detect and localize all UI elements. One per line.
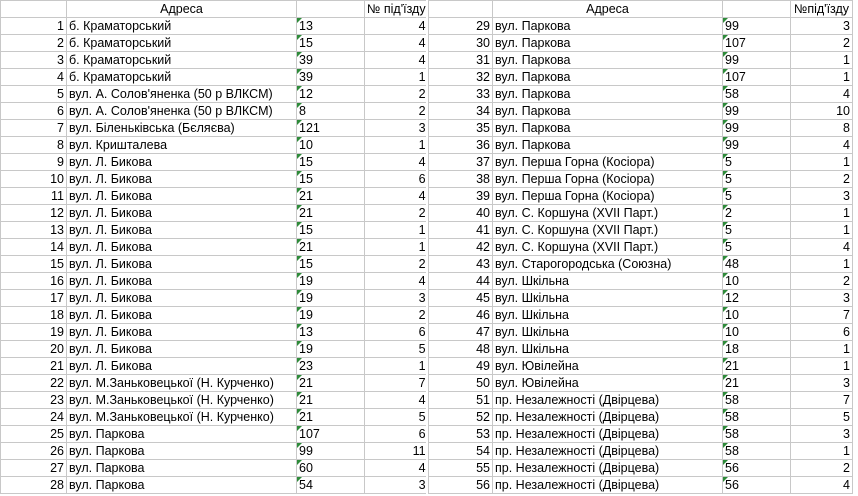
building-cell[interactable]: 99 <box>723 103 791 120</box>
street-cell[interactable]: вул. М.Заньковецької (Н. Курченко) <box>67 375 297 392</box>
row-number-cell[interactable]: 42 <box>429 239 493 256</box>
entrance-cell[interactable]: 4 <box>365 154 429 171</box>
table-row <box>1 18 429 35</box>
table-row <box>1 256 429 273</box>
header-cell-blank[interactable] <box>429 1 493 18</box>
street-cell[interactable]: пр. Незалежності (Двірцева) <box>493 443 723 460</box>
building-cell[interactable]: 58 <box>723 392 791 409</box>
entrance-cell[interactable]: 3 <box>791 375 853 392</box>
street-cell[interactable]: б. Краматорський <box>67 18 297 35</box>
building-cell[interactable]: 19 <box>297 307 365 324</box>
table-row <box>429 69 853 86</box>
building-cell[interactable]: 12 <box>723 290 791 307</box>
building-cell[interactable]: 21 <box>297 239 365 256</box>
street-cell[interactable]: вул. Л. Бикова <box>67 324 297 341</box>
entrance-cell[interactable]: 4 <box>791 239 853 256</box>
row-number-cell[interactable]: 40 <box>429 205 493 222</box>
building-cell[interactable]: 60 <box>297 460 365 477</box>
street-cell[interactable]: вул. Л. Бикова <box>67 256 297 273</box>
header-address[interactable]: Адреса <box>493 1 723 18</box>
street-cell[interactable]: вул. Паркова <box>493 52 723 69</box>
table-row <box>429 222 853 239</box>
building-cell[interactable]: 39 <box>297 69 365 86</box>
row-number-cell[interactable]: 14 <box>1 239 67 256</box>
header-entrance[interactable]: №під'їзду <box>791 1 853 18</box>
entrance-cell[interactable]: 5 <box>791 409 853 426</box>
entrance-cell[interactable]: 1 <box>365 358 429 375</box>
entrance-cell[interactable]: 8 <box>791 120 853 137</box>
building-cell[interactable]: 58 <box>723 443 791 460</box>
row-number-cell[interactable]: 10 <box>1 171 67 188</box>
table-row <box>1 222 429 239</box>
row-number-cell[interactable]: 29 <box>429 18 493 35</box>
building-cell[interactable]: 5 <box>723 154 791 171</box>
building-cell[interactable]: 121 <box>297 120 365 137</box>
table-row <box>429 256 853 273</box>
entrance-cell[interactable]: 1 <box>791 443 853 460</box>
building-cell[interactable]: 99 <box>723 120 791 137</box>
street-cell[interactable]: пр. Незалежності (Двірцева) <box>493 426 723 443</box>
table-row <box>1 341 429 358</box>
street-cell[interactable]: вул. М.Заньковецької (Н. Курченко) <box>67 392 297 409</box>
street-cell[interactable]: вул. Паркова <box>493 86 723 103</box>
entrance-cell[interactable]: 2 <box>365 103 429 120</box>
row-number-cell[interactable]: 48 <box>429 341 493 358</box>
entrance-cell[interactable]: 3 <box>365 290 429 307</box>
street-cell[interactable]: вул. Шкільна <box>493 324 723 341</box>
entrance-cell[interactable]: 2 <box>365 86 429 103</box>
header-address[interactable]: Адреса <box>67 1 297 18</box>
entrance-cell[interactable]: 4 <box>365 18 429 35</box>
entrance-cell[interactable]: 1 <box>791 52 853 69</box>
table-row <box>1 358 429 375</box>
row-number-cell[interactable]: 31 <box>429 52 493 69</box>
building-cell[interactable]: 99 <box>723 18 791 35</box>
street-cell[interactable]: вул. Л. Бикова <box>67 307 297 324</box>
entrance-cell[interactable]: 1 <box>791 154 853 171</box>
row-number-cell[interactable]: 24 <box>1 409 67 426</box>
row-number-cell[interactable]: 21 <box>1 358 67 375</box>
table-row <box>1 290 429 307</box>
entrance-cell[interactable]: 4 <box>365 52 429 69</box>
building-cell[interactable]: 5 <box>723 222 791 239</box>
building-cell[interactable]: 99 <box>723 52 791 69</box>
building-cell[interactable]: 21 <box>297 375 365 392</box>
building-cell[interactable]: 15 <box>297 256 365 273</box>
building-cell[interactable]: 21 <box>723 358 791 375</box>
table-row <box>1 426 429 443</box>
table-row <box>429 103 853 120</box>
table-row <box>429 239 853 256</box>
building-cell[interactable]: 23 <box>297 358 365 375</box>
row-number-cell[interactable]: 12 <box>1 205 67 222</box>
entrance-cell[interactable]: 3 <box>365 120 429 137</box>
row-number-cell[interactable]: 34 <box>429 103 493 120</box>
entrance-cell[interactable]: 7 <box>791 307 853 324</box>
row-number-cell[interactable]: 38 <box>429 171 493 188</box>
street-cell[interactable]: вул. Л. Бикова <box>67 171 297 188</box>
header-row <box>429 1 853 18</box>
table-row <box>429 324 853 341</box>
row-number-cell[interactable]: 45 <box>429 290 493 307</box>
header-entrance[interactable]: № під'їзду <box>365 1 429 18</box>
entrance-cell[interactable]: 6 <box>365 324 429 341</box>
table-row <box>1 120 429 137</box>
table-row <box>1 409 429 426</box>
row-number-cell[interactable]: 3 <box>1 52 67 69</box>
row-number-cell[interactable]: 54 <box>429 443 493 460</box>
table-row <box>429 460 853 477</box>
street-cell[interactable]: вул. Шкільна <box>493 290 723 307</box>
building-cell[interactable]: 10 <box>723 307 791 324</box>
entrance-cell[interactable]: 4 <box>365 392 429 409</box>
row-number-cell[interactable]: 5 <box>1 86 67 103</box>
row-number-cell[interactable]: 43 <box>429 256 493 273</box>
table-row <box>429 86 853 103</box>
table-row <box>429 307 853 324</box>
row-number-cell[interactable]: 30 <box>429 35 493 52</box>
street-cell[interactable]: вул. Паркова <box>67 426 297 443</box>
row-number-cell[interactable]: 51 <box>429 392 493 409</box>
table-row <box>429 120 853 137</box>
building-cell[interactable]: 5 <box>723 188 791 205</box>
row-number-cell[interactable]: 53 <box>429 426 493 443</box>
entrance-cell[interactable]: 3 <box>791 18 853 35</box>
building-cell[interactable]: 56 <box>723 477 791 494</box>
street-cell[interactable]: вул. А. Солов'яненка (50 р ВЛКСМ) <box>67 103 297 120</box>
building-cell[interactable]: 99 <box>297 443 365 460</box>
street-cell[interactable]: вул. Ювілейна <box>493 358 723 375</box>
building-cell[interactable]: 13 <box>297 324 365 341</box>
building-cell[interactable]: 2 <box>723 205 791 222</box>
building-cell[interactable]: 107 <box>723 69 791 86</box>
building-cell[interactable]: 54 <box>297 477 365 494</box>
entrance-cell[interactable]: 1 <box>365 239 429 256</box>
entrance-cell[interactable]: 2 <box>791 171 853 188</box>
row-number-cell[interactable]: 23 <box>1 392 67 409</box>
street-cell[interactable]: вул. Ювілейна <box>493 375 723 392</box>
street-cell[interactable]: вул. Л. Бикова <box>67 205 297 222</box>
entrance-cell[interactable]: 4 <box>365 35 429 52</box>
entrance-cell[interactable]: 6 <box>365 426 429 443</box>
entrance-cell[interactable]: 6 <box>791 324 853 341</box>
entrance-cell[interactable]: 3 <box>791 426 853 443</box>
street-cell[interactable]: вул. Шкільна <box>493 273 723 290</box>
street-cell[interactable]: вул. Л. Бикова <box>67 358 297 375</box>
entrance-cell[interactable]: 7 <box>791 392 853 409</box>
entrance-cell[interactable]: 4 <box>365 273 429 290</box>
row-number-cell[interactable]: 19 <box>1 324 67 341</box>
entrance-cell[interactable]: 2 <box>791 35 853 52</box>
street-cell[interactable]: вул. Л. Бикова <box>67 154 297 171</box>
row-number-cell[interactable]: 32 <box>429 69 493 86</box>
building-cell[interactable]: 12 <box>297 86 365 103</box>
table-row <box>429 409 853 426</box>
row-number-cell[interactable]: 13 <box>1 222 67 239</box>
table-row <box>1 35 429 52</box>
row-number-cell[interactable]: 55 <box>429 460 493 477</box>
building-cell[interactable]: 19 <box>297 273 365 290</box>
row-number-cell[interactable]: 50 <box>429 375 493 392</box>
street-cell[interactable]: пр. Незалежності (Двірцева) <box>493 477 723 494</box>
row-number-cell[interactable]: 2 <box>1 35 67 52</box>
entrance-cell[interactable]: 3 <box>365 477 429 494</box>
row-number-cell[interactable]: 4 <box>1 69 67 86</box>
entrance-cell[interactable]: 6 <box>365 171 429 188</box>
row-number-cell[interactable]: 1 <box>1 18 67 35</box>
building-cell[interactable]: 10 <box>723 273 791 290</box>
street-cell[interactable]: вул. Паркова <box>493 69 723 86</box>
row-number-cell[interactable]: 15 <box>1 256 67 273</box>
street-cell[interactable]: вул. Перша Горна (Косіора) <box>493 154 723 171</box>
row-number-cell[interactable]: 22 <box>1 375 67 392</box>
street-cell[interactable]: вул. Паркова <box>493 18 723 35</box>
building-cell[interactable]: 8 <box>297 103 365 120</box>
street-cell[interactable]: вул. Шкільна <box>493 307 723 324</box>
row-number-cell[interactable]: 33 <box>429 86 493 103</box>
street-cell[interactable]: вул. А. Солов'яненка (50 р ВЛКСМ) <box>67 86 297 103</box>
table-row <box>429 426 853 443</box>
table-row <box>1 52 429 69</box>
table-row <box>1 239 429 256</box>
row-number-cell[interactable]: 46 <box>429 307 493 324</box>
row-number-cell[interactable]: 44 <box>429 273 493 290</box>
building-cell[interactable]: 58 <box>723 86 791 103</box>
street-cell[interactable]: вул. Паркова <box>493 137 723 154</box>
table-row <box>1 392 429 409</box>
table-row <box>1 443 429 460</box>
header-cell-blank[interactable] <box>297 1 365 18</box>
building-cell[interactable]: 5 <box>723 239 791 256</box>
entrance-cell[interactable]: 4 <box>791 137 853 154</box>
building-cell[interactable]: 21 <box>297 392 365 409</box>
street-cell[interactable]: вул. Л. Бикова <box>67 239 297 256</box>
street-cell[interactable]: вул. Паркова <box>493 120 723 137</box>
street-cell[interactable]: вул. Шкільна <box>493 341 723 358</box>
building-cell[interactable]: 58 <box>723 426 791 443</box>
address-table-right <box>428 0 853 494</box>
table-row <box>429 205 853 222</box>
street-cell[interactable]: пр. Незалежності (Двірцева) <box>493 409 723 426</box>
table-row <box>1 324 429 341</box>
building-cell[interactable]: 19 <box>297 290 365 307</box>
row-number-cell[interactable]: 47 <box>429 324 493 341</box>
street-cell[interactable]: вул. Перша Горна (Косіора) <box>493 188 723 205</box>
table-row <box>1 171 429 188</box>
entrance-cell[interactable]: 5 <box>365 409 429 426</box>
table-row <box>429 290 853 307</box>
row-number-cell[interactable]: 39 <box>429 188 493 205</box>
row-number-cell[interactable]: 16 <box>1 273 67 290</box>
street-cell[interactable]: б. Краматорський <box>67 52 297 69</box>
building-cell[interactable]: 56 <box>723 460 791 477</box>
row-number-cell[interactable]: 26 <box>1 443 67 460</box>
building-cell[interactable]: 48 <box>723 256 791 273</box>
building-cell[interactable]: 15 <box>297 222 365 239</box>
row-number-cell[interactable]: 18 <box>1 307 67 324</box>
building-cell[interactable]: 13 <box>297 18 365 35</box>
table-row <box>1 188 429 205</box>
street-cell[interactable]: б. Краматорський <box>67 69 297 86</box>
row-number-cell[interactable]: 49 <box>429 358 493 375</box>
building-cell[interactable]: 18 <box>723 341 791 358</box>
street-cell[interactable]: вул. С. Коршуна (XVII Парт.) <box>493 222 723 239</box>
table-row <box>429 137 853 154</box>
entrance-cell[interactable]: 1 <box>791 222 853 239</box>
building-cell[interactable]: 21 <box>297 205 365 222</box>
building-cell[interactable]: 39 <box>297 52 365 69</box>
row-number-cell[interactable]: 28 <box>1 477 67 494</box>
table-row <box>429 52 853 69</box>
street-cell[interactable]: вул. Паркова <box>67 460 297 477</box>
entrance-cell[interactable]: 11 <box>365 443 429 460</box>
entrance-cell[interactable]: 3 <box>791 290 853 307</box>
entrance-cell[interactable]: 3 <box>791 188 853 205</box>
building-cell[interactable]: 15 <box>297 171 365 188</box>
street-cell[interactable]: вул. Паркова <box>67 477 297 494</box>
entrance-cell[interactable]: 4 <box>365 460 429 477</box>
row-number-cell[interactable]: 25 <box>1 426 67 443</box>
street-cell[interactable]: вул. Біленьківська (Бєляєва) <box>67 120 297 137</box>
table-row <box>1 137 429 154</box>
table-row <box>429 273 853 290</box>
table-row <box>429 443 853 460</box>
row-number-cell[interactable]: 9 <box>1 154 67 171</box>
street-cell[interactable]: вул. Л. Бикова <box>67 222 297 239</box>
entrance-cell[interactable]: 2 <box>365 205 429 222</box>
table-row <box>429 35 853 52</box>
street-cell[interactable]: вул. С. Коршуна (XVII Парт.) <box>493 239 723 256</box>
entrance-cell[interactable]: 2 <box>365 307 429 324</box>
building-cell[interactable]: 15 <box>297 154 365 171</box>
table-row <box>429 477 853 494</box>
building-cell[interactable]: 21 <box>297 188 365 205</box>
row-number-cell[interactable]: 37 <box>429 154 493 171</box>
row-number-cell[interactable]: 36 <box>429 137 493 154</box>
table-row <box>1 69 429 86</box>
row-number-cell[interactable]: 17 <box>1 290 67 307</box>
entrance-cell[interactable]: 1 <box>791 341 853 358</box>
building-cell[interactable]: 107 <box>297 426 365 443</box>
table-row <box>1 86 429 103</box>
address-table-left <box>0 0 429 494</box>
row-number-cell[interactable]: 20 <box>1 341 67 358</box>
entrance-cell[interactable]: 4 <box>791 86 853 103</box>
street-cell[interactable]: вул. Перша Горна (Косіора) <box>493 171 723 188</box>
table-row <box>429 392 853 409</box>
row-number-cell[interactable]: 27 <box>1 460 67 477</box>
entrance-cell[interactable]: 2 <box>791 273 853 290</box>
table-row <box>1 307 429 324</box>
entrance-cell[interactable]: 4 <box>365 188 429 205</box>
entrance-cell[interactable]: 2 <box>365 256 429 273</box>
table-row <box>1 460 429 477</box>
entrance-cell[interactable]: 7 <box>365 375 429 392</box>
table-row <box>1 205 429 222</box>
entrance-cell[interactable]: 1 <box>791 358 853 375</box>
building-cell[interactable]: 21 <box>723 375 791 392</box>
entrance-cell[interactable]: 1 <box>365 222 429 239</box>
header-cell-blank[interactable] <box>723 1 791 18</box>
row-number-cell[interactable]: 6 <box>1 103 67 120</box>
header-cell-blank[interactable] <box>1 1 67 18</box>
street-cell[interactable]: пр. Незалежності (Двірцева) <box>493 460 723 477</box>
street-cell[interactable]: пр. Незалежності (Двірцева) <box>493 392 723 409</box>
row-number-cell[interactable]: 11 <box>1 188 67 205</box>
entrance-cell[interactable]: 2 <box>791 460 853 477</box>
building-cell[interactable]: 10 <box>297 137 365 154</box>
row-number-cell[interactable]: 7 <box>1 120 67 137</box>
row-number-cell[interactable]: 41 <box>429 222 493 239</box>
table-row <box>1 154 429 171</box>
table-row <box>1 273 429 290</box>
entrance-cell[interactable]: 5 <box>365 341 429 358</box>
street-cell[interactable]: вул. Л. Бикова <box>67 290 297 307</box>
street-cell[interactable]: вул. Старогородська (Союзна) <box>493 256 723 273</box>
entrance-cell[interactable]: 1 <box>791 69 853 86</box>
entrance-cell[interactable]: 1 <box>365 69 429 86</box>
header-row <box>1 1 429 18</box>
table-row <box>429 341 853 358</box>
street-cell[interactable]: вул. Кришталева <box>67 137 297 154</box>
row-number-cell[interactable]: 56 <box>429 477 493 494</box>
building-cell[interactable]: 58 <box>723 409 791 426</box>
street-cell[interactable]: вул. Л. Бикова <box>67 341 297 358</box>
street-cell[interactable]: вул. Л. Бикова <box>67 273 297 290</box>
street-cell[interactable]: вул. М.Заньковецької (Н. Курченко) <box>67 409 297 426</box>
table-row <box>1 103 429 120</box>
street-cell[interactable]: вул. С. Коршуна (XVII Парт.) <box>493 205 723 222</box>
building-cell[interactable]: 21 <box>297 409 365 426</box>
table-row <box>429 18 853 35</box>
table-row <box>429 188 853 205</box>
table-row <box>1 375 429 392</box>
row-number-cell[interactable]: 52 <box>429 409 493 426</box>
table-row <box>429 375 853 392</box>
building-cell[interactable]: 5 <box>723 171 791 188</box>
entrance-cell[interactable]: 1 <box>791 256 853 273</box>
table-row <box>1 477 429 494</box>
table-row <box>429 154 853 171</box>
building-cell[interactable]: 99 <box>723 137 791 154</box>
street-cell[interactable]: б. Краматорський <box>67 35 297 52</box>
entrance-cell[interactable]: 1 <box>791 205 853 222</box>
building-cell[interactable]: 15 <box>297 35 365 52</box>
street-cell[interactable]: вул. Л. Бикова <box>67 188 297 205</box>
building-cell[interactable]: 10 <box>723 324 791 341</box>
table-row <box>429 358 853 375</box>
row-number-cell[interactable]: 8 <box>1 137 67 154</box>
street-cell[interactable]: вул. Паркова <box>493 103 723 120</box>
street-cell[interactable]: вул. Паркова <box>67 443 297 460</box>
entrance-cell[interactable]: 4 <box>791 477 853 494</box>
entrance-cell[interactable]: 10 <box>791 103 853 120</box>
row-number-cell[interactable]: 35 <box>429 120 493 137</box>
building-cell[interactable]: 19 <box>297 341 365 358</box>
street-cell[interactable]: вул. Паркова <box>493 35 723 52</box>
building-cell[interactable]: 107 <box>723 35 791 52</box>
entrance-cell[interactable]: 1 <box>365 137 429 154</box>
table-row <box>429 171 853 188</box>
